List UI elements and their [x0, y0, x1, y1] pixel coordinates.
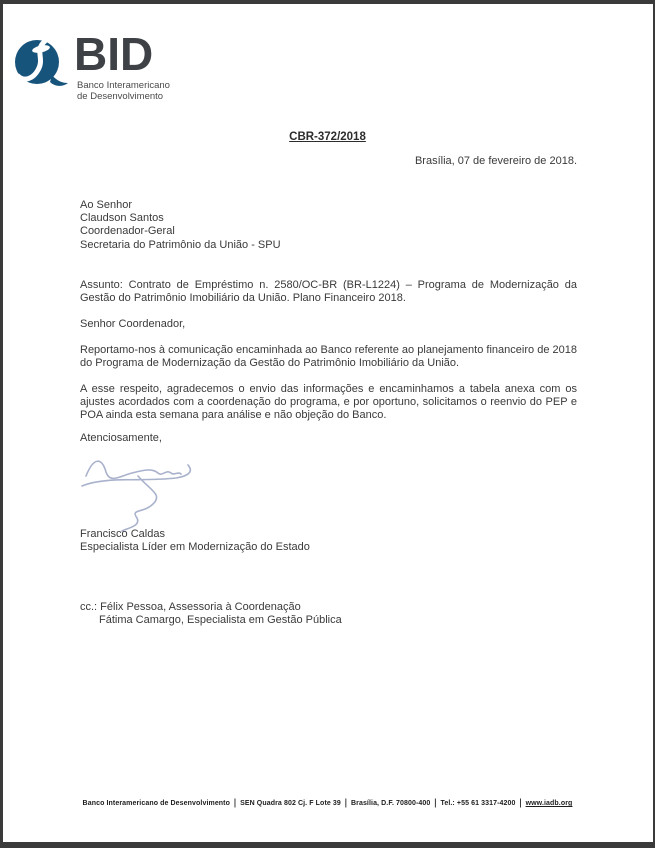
bid-logo — [14, 28, 254, 106]
footer-address: SEN Quadra 802 Cj. F Lote 39 — [240, 800, 341, 807]
cc-line: cc.: Félix Pessoa, Assessoria à Coordenação — [80, 601, 301, 613]
recipient-line: Ao Senhor — [80, 199, 132, 211]
letter-reference: CBR-372/2018 — [289, 131, 366, 143]
cc-line: Fátima Camargo, Especialista em Gestão Pública — [99, 614, 342, 627]
body-paragraph: A esse respeito, agradecemos o envio das informações e encaminhamos a tabela anexa com os ajustes acordados com a coordenação do programa, e por oportuno, solicitamos o reenvio do PEP e POA ainda esta semana para análise e não objeção do Banco. — [80, 383, 577, 422]
footer-city: Brasília, D.F. 70800-400 — [350, 800, 431, 807]
footer-separator: | — [519, 798, 522, 809]
cc-block — [80, 601, 577, 627]
footer-org: Banco Interamericano de Desenvolvimento — [82, 800, 230, 807]
bid-globe-icon — [14, 38, 70, 93]
closing: Atenciosamente, — [80, 432, 162, 444]
recipient-line: Secretaria do Patrimônio da União - SPU — [80, 238, 281, 251]
recipient-line: Claudson Santos — [80, 212, 164, 225]
footer-separator: | — [434, 798, 437, 809]
bid-acronym: BID — [74, 28, 154, 80]
recipient-block — [80, 199, 577, 252]
bid-subtitle: Banco Interamericano de Desenvolvimento — [77, 80, 170, 102]
letter-page — [3, 4, 653, 842]
footer-phone: Tel.: +55 61 3317-4200 — [440, 800, 516, 807]
footer-separator: | — [234, 798, 237, 809]
footer-website-link[interactable]: www.iadb.org — [525, 800, 573, 807]
signature-image — [78, 448, 213, 538]
signer-block — [80, 528, 577, 554]
salutation: Senhor Coordenador, — [80, 318, 186, 330]
letterhead-footer — [0, 800, 655, 807]
subject-line: Assunto: Contrato de Empréstimo n. 2580/OC-BR (BR-L1224) – Programa de Modernização da Gestão do Patrimônio Imobiliário da União. Plano Financeiro 2018. — [80, 279, 577, 305]
letter-date: Brasília, 07 de fevereiro de 2018. — [414, 155, 577, 167]
recipient-line: Coordenador-Geral — [80, 225, 175, 238]
body-paragraph: Reportamo-nos à comunicação encaminhada ao Banco referente ao planejamento financeiro de 2018 do Programa de Modernização da Gestão do Patrimônio Imobiliário da União. — [80, 344, 577, 370]
signer-name: Francisco Caldas — [80, 528, 165, 540]
signer-title: Especialista Líder em Modernização do Estado — [80, 541, 310, 554]
footer-separator: | — [344, 798, 347, 809]
